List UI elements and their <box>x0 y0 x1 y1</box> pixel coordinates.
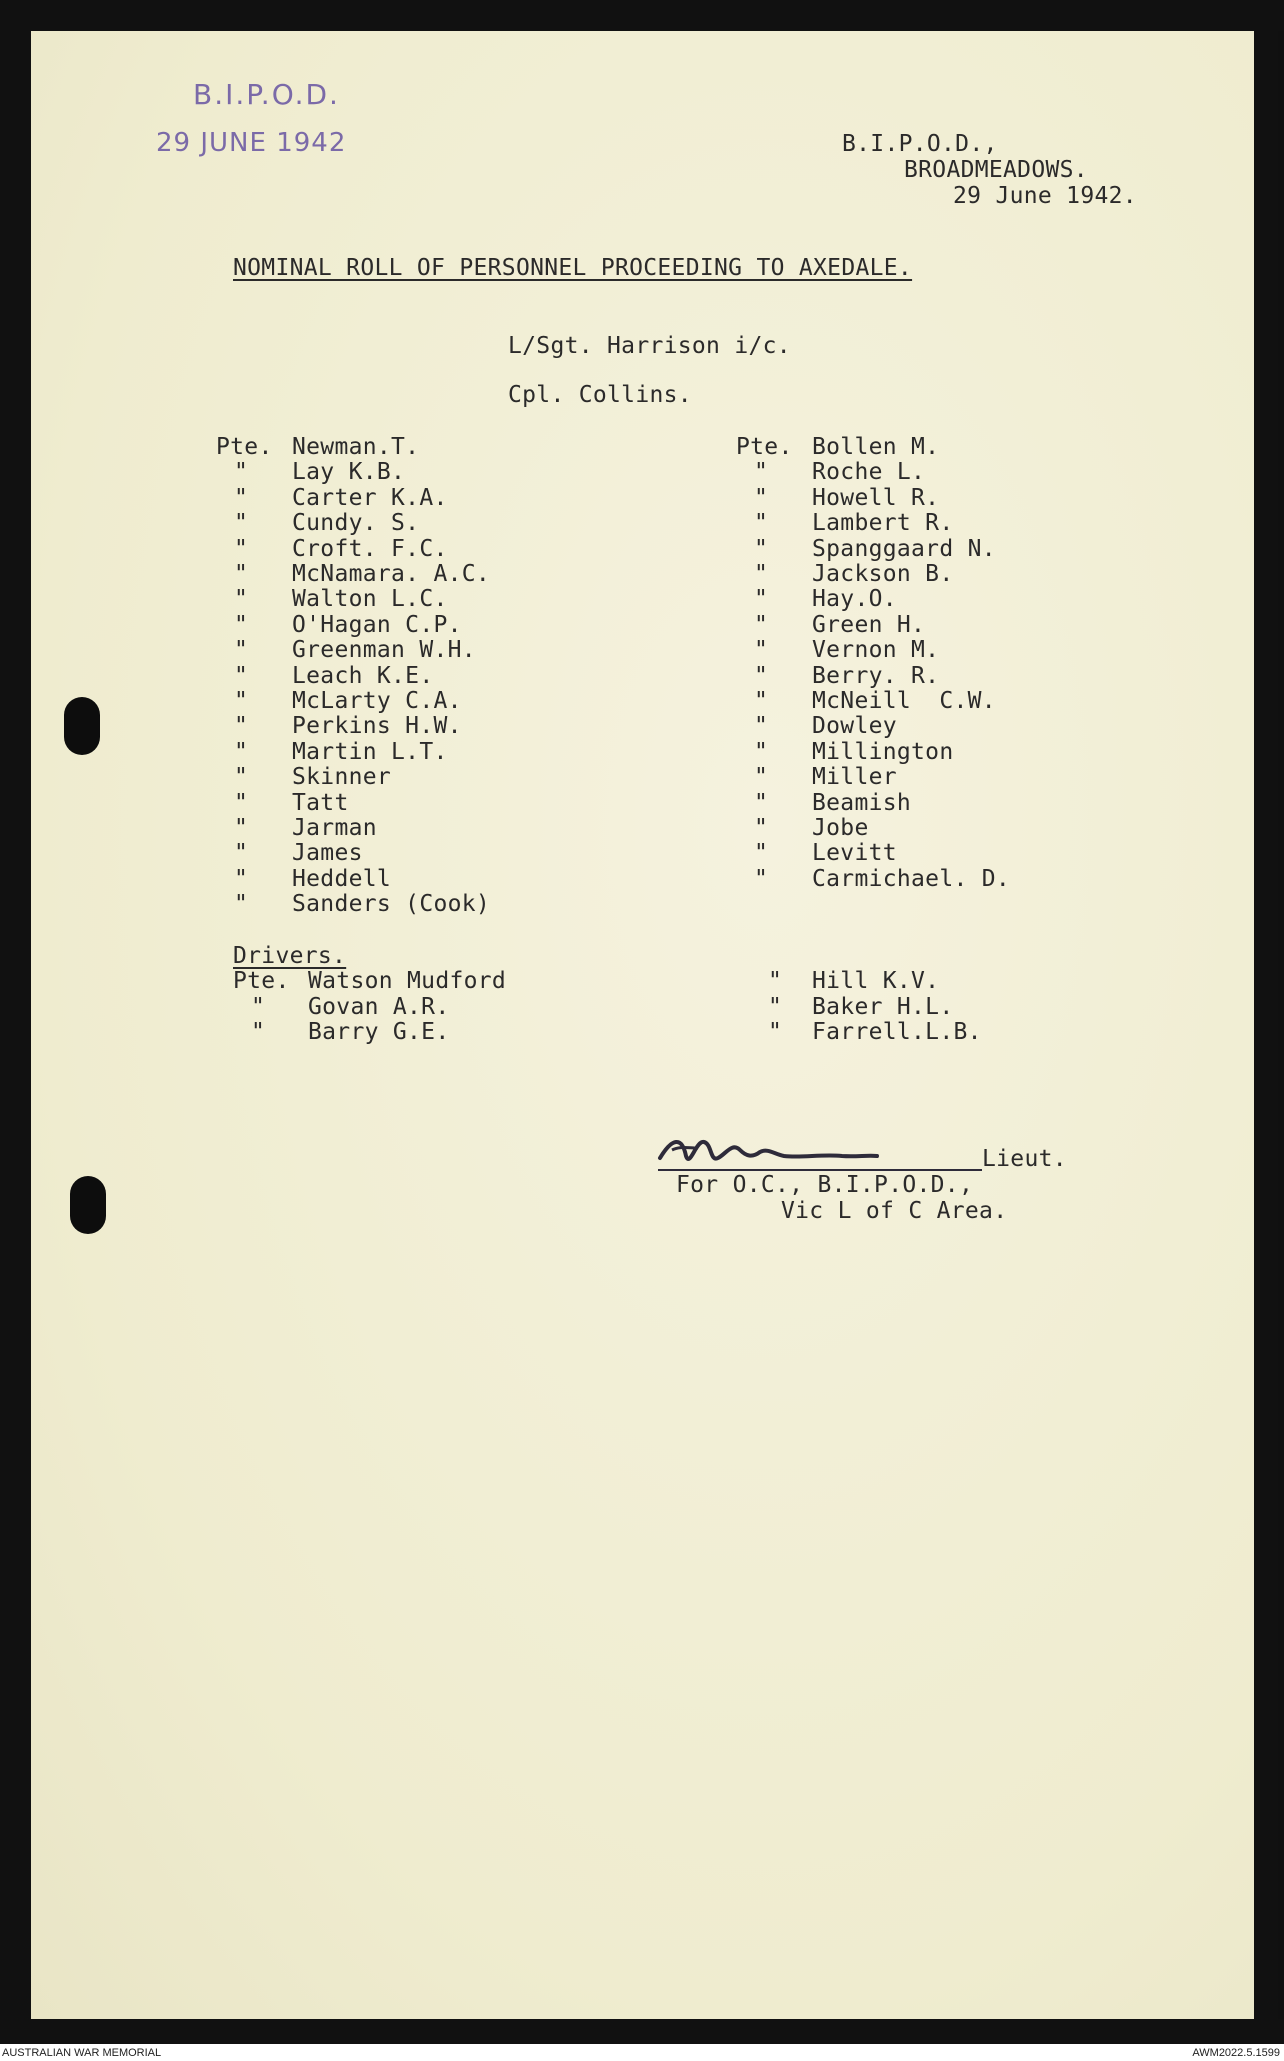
rank-prefix: " <box>234 840 249 867</box>
personnel-name: Skinner <box>292 764 392 791</box>
rank-prefix: " <box>754 713 769 740</box>
rank-prefix: " <box>754 662 769 689</box>
page-fold-shadow <box>1267 31 1284 2019</box>
rank-prefix: " <box>234 561 249 587</box>
personnel-name: Lambert R. <box>812 510 954 537</box>
in-charge-line: L/Sgt. Harrison i/c. <box>508 333 791 359</box>
personnel-name: Baker H.L. <box>812 993 954 1020</box>
rank-prefix: " <box>754 535 769 562</box>
personnel-name: Hill K.V. <box>812 968 940 994</box>
personnel-name: Barry G.E. <box>308 1019 450 1045</box>
punch-hole-top <box>64 697 100 755</box>
rank-prefix: " <box>754 484 769 511</box>
rank-prefix: " <box>754 789 769 816</box>
document-title: NOMINAL ROLL OF PERSONNEL PROCEEDING TO AXEDALE. <box>233 255 913 281</box>
rank-prefix: " <box>754 459 769 486</box>
personnel-name: O'Hagan C.P. <box>292 611 462 638</box>
rank-prefix: " <box>768 1019 783 1045</box>
rank-prefix: " <box>754 815 769 841</box>
rank-prefix: " <box>754 561 769 587</box>
personnel-name: Jackson B. <box>812 561 954 587</box>
personnel-name: Lay K.B. <box>292 459 406 486</box>
personnel-name: James <box>292 840 363 867</box>
personnel-name: Carmichael. D. <box>812 865 1011 892</box>
rank-prefix: " <box>251 1019 266 1045</box>
drivers-heading: Drivers. <box>233 943 347 969</box>
personnel-name: Howell R. <box>812 484 940 511</box>
rank-prefix: " <box>234 586 249 613</box>
personnel-name: McLarty C.A. <box>292 688 462 714</box>
rank-prefix: " <box>754 688 769 714</box>
punch-hole-bottom <box>70 1176 106 1234</box>
personnel-name: McNamara. A.C. <box>292 561 491 587</box>
rank-prefix: Pte. <box>736 434 793 460</box>
corporal-line: Cpl. Collins. <box>508 382 692 408</box>
personnel-name: Miller <box>812 764 897 791</box>
rank-prefix: " <box>768 993 783 1020</box>
rank-prefix: " <box>768 968 783 994</box>
personnel-name: Jobe <box>812 815 869 841</box>
rank-prefix: " <box>234 865 249 892</box>
rank-prefix: " <box>234 484 249 511</box>
handwritten-signature <box>652 1128 982 1174</box>
personnel-name: Roche L. <box>812 459 926 486</box>
rank-prefix: " <box>234 764 249 791</box>
rank-prefix: " <box>234 510 249 537</box>
personnel-name: Martin L.T. <box>292 738 448 765</box>
rank-prefix: " <box>234 637 249 664</box>
signature-rank: Lieut. <box>982 1146 1067 1172</box>
personnel-name: Farrell.L.B. <box>812 1019 982 1045</box>
rank-prefix: " <box>234 662 249 689</box>
signature-for-line: For O.C., B.I.P.O.D., <box>676 1172 974 1198</box>
personnel-name: Vernon M. <box>812 637 940 664</box>
personnel-name: Walton L.C. <box>292 586 448 613</box>
rank-prefix: " <box>234 713 249 740</box>
rank-prefix: " <box>754 764 769 791</box>
rank-prefix: " <box>754 840 769 867</box>
rank-prefix: " <box>234 738 249 765</box>
rank-prefix: " <box>234 611 249 638</box>
document-page <box>31 31 1254 2019</box>
header-line-2: BROADMEADOWS. <box>904 157 1088 183</box>
stamp-org: B.I.P.O.D. <box>193 78 340 111</box>
stamp-date: 29 JUNE 1942 <box>156 128 347 158</box>
personnel-name: Spanggaard N. <box>812 535 996 562</box>
personnel-name: Hay.O. <box>812 586 897 613</box>
personnel-name: Cundy. S. <box>292 510 420 537</box>
header-date: 29 June 1942. <box>953 183 1137 209</box>
rank-prefix: " <box>234 815 249 841</box>
rank-prefix: Pte. <box>233 968 290 994</box>
personnel-name: Dowley <box>812 713 897 740</box>
rank-prefix: " <box>754 637 769 664</box>
rank-prefix: " <box>754 611 769 638</box>
personnel-name: Levitt <box>812 840 897 867</box>
rank-prefix: " <box>251 993 266 1020</box>
rank-prefix: " <box>234 535 249 562</box>
rank-prefix: " <box>234 891 249 918</box>
personnel-name: Berry. R. <box>812 662 940 689</box>
rank-prefix: " <box>754 510 769 537</box>
personnel-name: Millington <box>812 738 954 765</box>
personnel-name: Watson Mudford <box>308 968 507 994</box>
footer-accession-number: AWM2022.5.1599 <box>1192 2047 1280 2059</box>
personnel-name: Perkins H.W. <box>292 713 462 740</box>
personnel-name: Green H. <box>812 611 926 638</box>
personnel-name: Carter K.A. <box>292 484 448 511</box>
personnel-name: Bollen M. <box>812 434 940 460</box>
rank-prefix: " <box>234 688 249 714</box>
personnel-name: Sanders (Cook) <box>292 891 491 918</box>
rank-prefix: " <box>234 459 249 486</box>
personnel-name: McNeill C.W. <box>812 688 996 714</box>
rank-prefix: " <box>754 738 769 765</box>
personnel-name: Jarman <box>292 815 377 841</box>
rank-prefix: Pte. <box>216 434 273 460</box>
personnel-name: Tatt <box>292 789 349 816</box>
footer-institution: AUSTRALIAN WAR MEMORIAL <box>2 2047 162 2059</box>
header-line-1: B.I.P.O.D., <box>842 131 998 157</box>
personnel-name: Govan A.R. <box>308 993 450 1020</box>
rank-prefix: " <box>754 865 769 892</box>
personnel-name: Heddell <box>292 865 392 892</box>
personnel-name: Greenman W.H. <box>292 637 476 664</box>
personnel-name: Leach K.E. <box>292 662 434 689</box>
personnel-name: Newman.T. <box>292 434 420 460</box>
signature-area-line: Vic L of C Area. <box>781 1198 1008 1224</box>
rank-prefix: " <box>234 789 249 816</box>
personnel-name: Beamish <box>812 789 912 816</box>
rank-prefix: " <box>754 586 769 613</box>
personnel-name: Croft. F.C. <box>292 535 448 562</box>
